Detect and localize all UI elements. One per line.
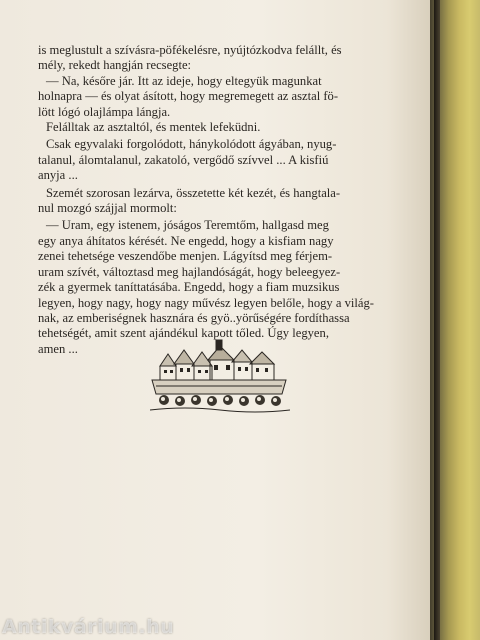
- text-line: is meglustult a szívásra-pöfékelésre, nyújtózkodva felállt, és: [38, 43, 342, 57]
- text-line: Felálltak az asztaltól, és mentek lefeküdni.: [46, 120, 261, 135]
- text-line: nak, az emberiségnek hasznára és gyö..yörűségére fordíthassa: [38, 310, 350, 325]
- text-line: amen ...: [38, 341, 78, 356]
- text-line: legyen, hogy nagy, hogy nagy művész legyen belőle, hogy a világ-: [38, 295, 374, 310]
- text-line: tehetségét, amit szent ajándékul kapott tőled. Úgy legyen,: [38, 326, 329, 341]
- text-line: lött lógó olajlámpa lángja.: [38, 104, 171, 119]
- body-text: [38, 43, 418, 357]
- watermark-text: Antikvárium.hu: [2, 616, 175, 638]
- town-illustration: [150, 336, 290, 416]
- text-line: Szemét szorosan lezárva, összetette két kezét, és hangtala-: [46, 185, 341, 200]
- text-line: Csak egyvalaki forgolódott, hánykolódott ágyában, nyug-: [46, 137, 337, 152]
- text-line: zék a gyermek taníttatásába. Engedd, hogy a fiam muzsikus: [38, 280, 340, 295]
- text-line: egy anya áhítatos kérését. Ne engedd, hogy a kisfiam nagy: [38, 233, 334, 248]
- text-line: talanul, álomtalanul, zakatoló, vergődő szívvel ... A kisfiú: [38, 152, 329, 167]
- page-shadow: [434, 0, 440, 640]
- text-line: zenei tehetsége veszendőbe menjen. Lágyítsd meg férjem-: [38, 249, 333, 264]
- text-line: nul mozgó szájjal mormolt:: [38, 201, 177, 216]
- text-line: anyja ...: [38, 168, 78, 183]
- text-line: uram szívét, változtasd meg hajlandóságát, hogy beleegyez-: [38, 264, 341, 279]
- text-line: holnapra — és olyat ásított, hogy megremegett az asztal fö-: [38, 89, 339, 104]
- text-line: mély, rekedt hangján recsegte:: [38, 58, 192, 73]
- text-line: — Na, későre jár. Itt az ideje, hogy eltegyük magunkat: [46, 73, 322, 88]
- text-line: — Uram, egy istenem, jóságos Teremtőm, hallgasd meg: [46, 218, 329, 233]
